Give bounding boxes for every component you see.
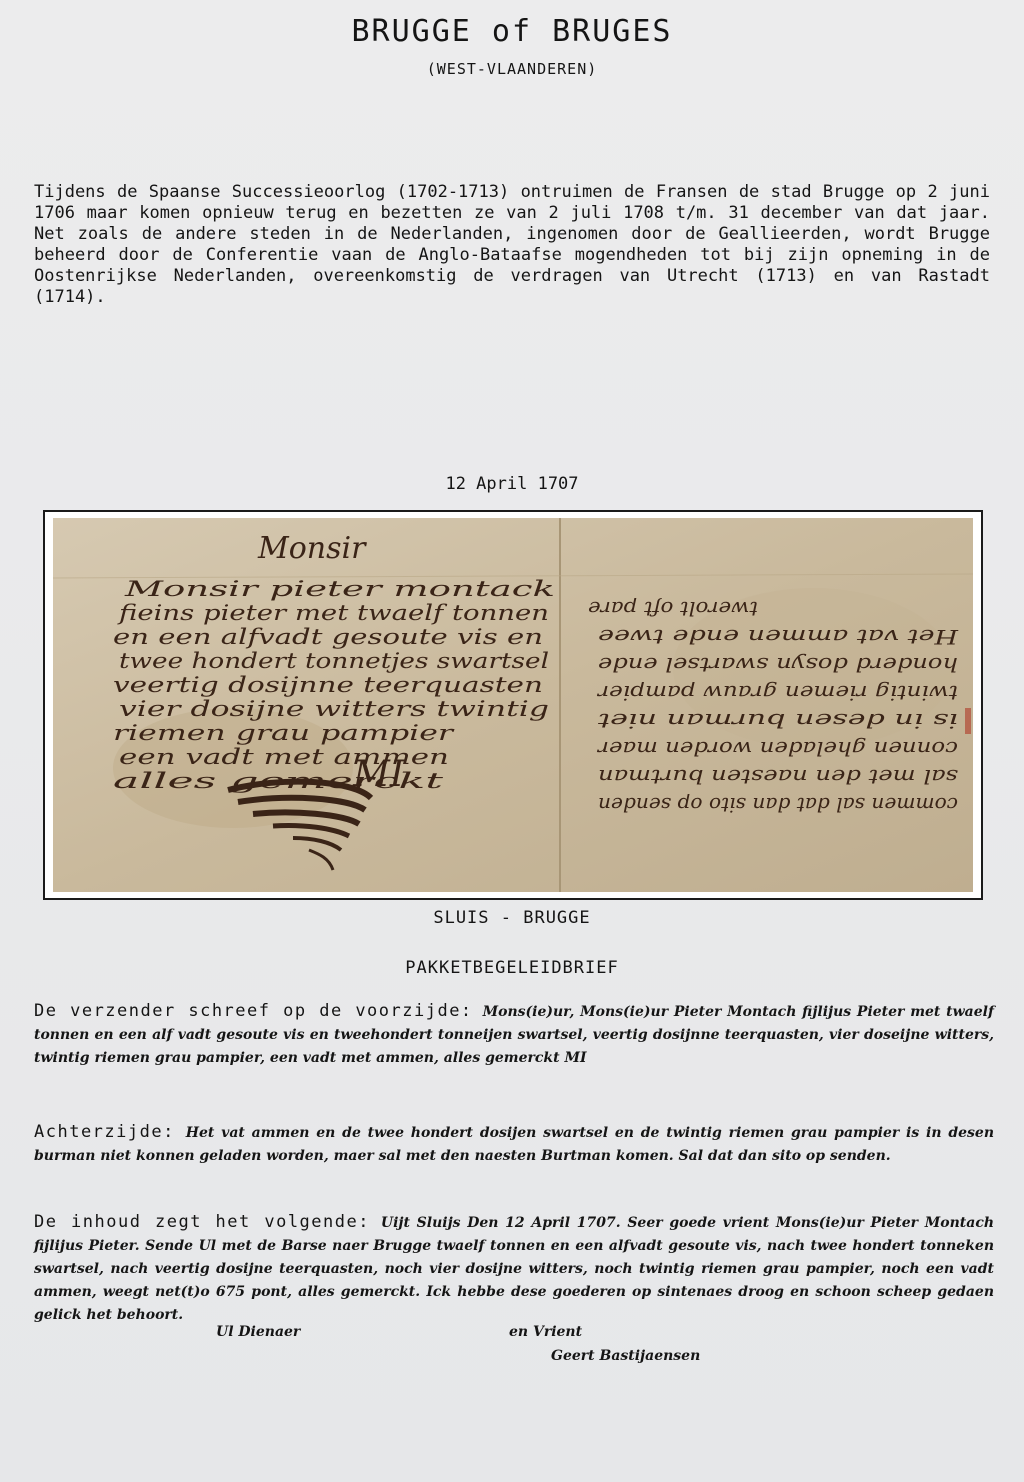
content-lead: De inhoud zegt het volgende: [34, 1212, 370, 1232]
route-caption: SLUIS - BRUGGE [433, 908, 591, 928]
back-handwriting-line: sal met den naesten burtman [598, 765, 958, 789]
front-handwriting-line: vier dosijne witters twintig [119, 697, 549, 721]
back-handwriting-line: twerolt oft pare [588, 597, 758, 621]
front-handwriting-line: een vadt met ammen [119, 745, 449, 769]
signature: Geert Bastijaensen [551, 1348, 701, 1364]
page-title: BRUGGE of BRUGES [351, 14, 673, 49]
front-text: Mons(ie)ur, Mons(ie)ur Pieter Montach fijlijus Pieter met twaelf tonnen en een alf vadt gesoute vis en tweehondert tonneijen swartsel, veertig dosijnne teerquasten, vier doseijne witters, twintig riemen grau pampier, een vadt met ammen, alles gemerckt MI [34, 1004, 994, 1066]
back-lead: Achterzijde: [34, 1122, 175, 1142]
front-handwriting-line: veertig dosijnne teerquasten [113, 673, 543, 697]
back-handwriting-line: commen sal dat dan sito op senden [598, 793, 958, 817]
closing-right: en Vrient [509, 1324, 583, 1340]
back-handwriting-line: honderd dosyn swartsel ende [598, 653, 958, 677]
letter-image [53, 518, 973, 892]
letter-address: Monsir [258, 531, 366, 566]
back-text: Het vat ammen en de twee hondert dosijen swartsel en de twintig riemen grau pampier is in desen burman niet konnen geladen worden, maer sal met den naesten Burtman komen. Sal dat dan sito op senden. [34, 1125, 995, 1164]
front-handwriting-line: fieins pieter met twaelf tonnen [116, 601, 549, 625]
seal-trace [965, 708, 971, 734]
closing-left: Ul Dienaer [216, 1324, 301, 1340]
back-handwriting-line: is in desen burman niet [596, 709, 958, 733]
type-caption: PAKKETBEGELEIDBRIEF [405, 958, 619, 978]
page-subtitle: (WEST-VLAANDEREN) [426, 60, 598, 78]
content-text: Uijt Sluijs Den 12 April 1707. Seer goede vrient Mons(ie)ur Pieter Montach fijlijus Pieter. Sende Ul met de Barse naer Brugge twaelf tonnen en een alfvadt gesoute vis, nach twee hondert tonneken swartsel, nach veertig dosijne teerquasten, noch vier dosijne witters, noch twintig riemen grau pampier, noch een vadt ammen, weegt net(t)o 675 pont, alles gemerckt. Ick hebbe dese goederen op sintenaes droog en schoon scheep gedaen gelick het behoort. [34, 1215, 995, 1323]
front-transcription [34, 1000, 994, 1069]
front-handwriting-line: alles gemerckt [113, 769, 445, 793]
back-handwriting-line: connen gheladen worden maer [596, 737, 958, 761]
front-handwriting-line: twee hondert tonnetjes swartsel [119, 649, 549, 673]
back-transcription [34, 1121, 994, 1167]
back-handwriting-line: Het vat ammen ende twee [598, 625, 960, 649]
intro-paragraph: Tijdens de Spaanse Successieoorlog (1702-1713) ontruimen de Fransen de stad Brugge op 2 juni 1706 maar komen opnieuw terug en bezetten ze van 2 juli 1708 t/m. 31 december van dat jaar. Net zoals de andere steden in de Nederlanden, ingenomen door de Geallieerden, wordt Brugge beheerd door de Conferentie vaan de Anglo-Bataafse mogendheden tot bij zijn opneming in de Oostenrijkse Nederlanden, overeenkomstig de verdragen van Utrecht (1713) en van Rastadt (1714). [34, 182, 990, 307]
letter-date: 12 April 1707 [445, 474, 579, 494]
letter-drawing [53, 518, 973, 892]
back-handwriting-line: twintig riemen grauw pampier [596, 681, 958, 705]
front-handwriting-line: riemen grau pampier [113, 721, 456, 745]
front-handwriting-line: en een alfvadt gesoute vis en [113, 625, 543, 649]
content-transcription [34, 1211, 994, 1326]
front-lead: De verzender schreef op de voorzijde: [34, 1001, 473, 1021]
letter-mark: MI [353, 754, 405, 795]
front-handwriting-line: Monsir pieter montack [123, 577, 555, 601]
letter-frame [43, 510, 983, 900]
